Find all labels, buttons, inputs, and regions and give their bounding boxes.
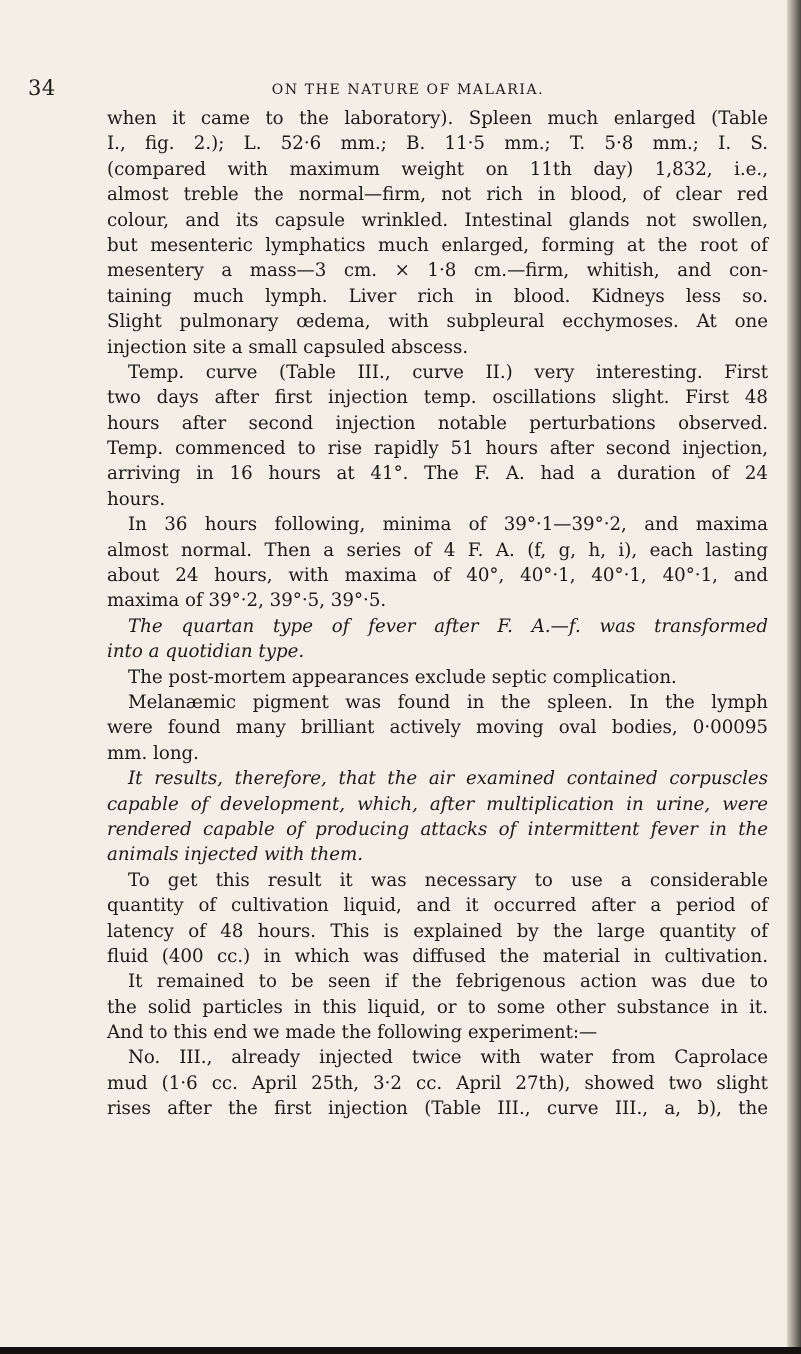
text-line: rendered capable of producing attacks of intermittent fever in the	[107, 818, 768, 840]
page-gutter-edge	[787, 0, 801, 1354]
text-line: The post-mortem appearances exclude septic complication.	[128, 666, 677, 688]
text-line: mm. long.	[107, 742, 199, 764]
text-line: latency of 48 hours. This is explained by the large quantity of	[107, 920, 768, 942]
text-line: No. III., already injected twice with water from Caprolace	[128, 1047, 768, 1069]
text-line: but mesenteric lymphatics much enlarged, forming at the root of	[107, 234, 768, 256]
text-line: Slight pulmonary œdema, with subpleural ecchymoses. At one	[107, 311, 768, 333]
text-line: mesentery a mass—3 cm. × 1·8 cm.—firm, whitish, and con-	[107, 260, 768, 282]
text-line: It results, therefore, that the air examined contained corpuscles	[128, 768, 768, 790]
text-line: maxima of 39°·2, 39°·5, 39°·5.	[107, 590, 387, 612]
text-line: fluid (400 cc.) in which was diffused the material in cultivation.	[107, 945, 768, 967]
text-line: rises after the first injection (Table III., curve III., a, b), the	[107, 1098, 768, 1120]
text-line: It remained to be seen if the febrigenous action was due to	[128, 971, 768, 993]
text-line: capable of development, which, after multiplication in urine, were	[107, 793, 768, 815]
text-line: I., fig. 2.); L. 52·6 mm.; B. 11·5 mm.; T. 5·8 mm.; I. S.	[107, 133, 768, 155]
text-line: arriving in 16 hours at 41°. The F. A. had a duration of 24	[107, 463, 768, 485]
text-line: quantity of cultivation liquid, and it occurred after a period of	[107, 895, 768, 917]
body-text	[107, 106, 768, 1122]
page-number: 34	[28, 76, 56, 100]
running-head: ON THE NATURE OF MALARIA.	[271, 82, 545, 98]
text-line: In 36 hours following, minima of 39°·1—39°·2, and maxima	[128, 514, 768, 536]
text-line: To get this result it was necessary to use a considerable	[128, 869, 768, 891]
text-line: when it came to the laboratory). Spleen much enlarged (Table	[107, 108, 768, 129]
text-line: And to this end we made the following experiment:—	[107, 1022, 598, 1044]
text-line: Melanæmic pigment was found in the spleen. In the lymph	[128, 691, 768, 713]
text-line: colour, and its capsule wrinkled. Intestinal glands not swollen,	[107, 209, 768, 231]
text-line: two days after first injection temp. oscillations slight. First 48	[107, 387, 768, 409]
text-line: taining much lymph. Liver rich in blood. Kidneys less so.	[107, 285, 768, 307]
text-line: the solid particles in this liquid, or to some other substance in it.	[107, 996, 768, 1018]
text-line: Temp. commenced to rise rapidly 51 hours after second injection,	[107, 438, 768, 460]
text-line: into a quotidian type.	[107, 641, 305, 663]
text-line: hours after second injection notable perturbations observed.	[107, 412, 768, 434]
text-line: almost normal. Then a series of 4 F. A. (f, g, h, i), each lasting	[107, 539, 768, 561]
text-line: almost treble the normal—firm, not rich in blood, of clear red	[107, 184, 768, 206]
text-line: about 24 hours, with maxima of 40°, 40°·1, 40°·1, 40°·1, and	[107, 565, 768, 587]
text-line: hours.	[107, 488, 166, 510]
text-line: The quartan type of fever after F. A.—f. was transformed	[128, 615, 768, 637]
text-line: Temp. curve (Table III., curve II.) very interesting. First	[128, 361, 768, 383]
text-line: animals injected with them.	[107, 844, 364, 866]
text-line: injection site a small capsuled abscess.	[107, 336, 469, 358]
bottom-edge-rule	[0, 1347, 801, 1354]
text-line: (compared with maximum weight on 11th day) 1,832, i.e.,	[107, 158, 768, 180]
text-line: were found many brilliant actively moving oval bodies, 0·00095	[107, 717, 768, 739]
text-line: mud (1·6 cc. April 25th, 3·2 cc. April 27th), showed two slight	[107, 1072, 768, 1094]
page-header	[28, 76, 768, 102]
